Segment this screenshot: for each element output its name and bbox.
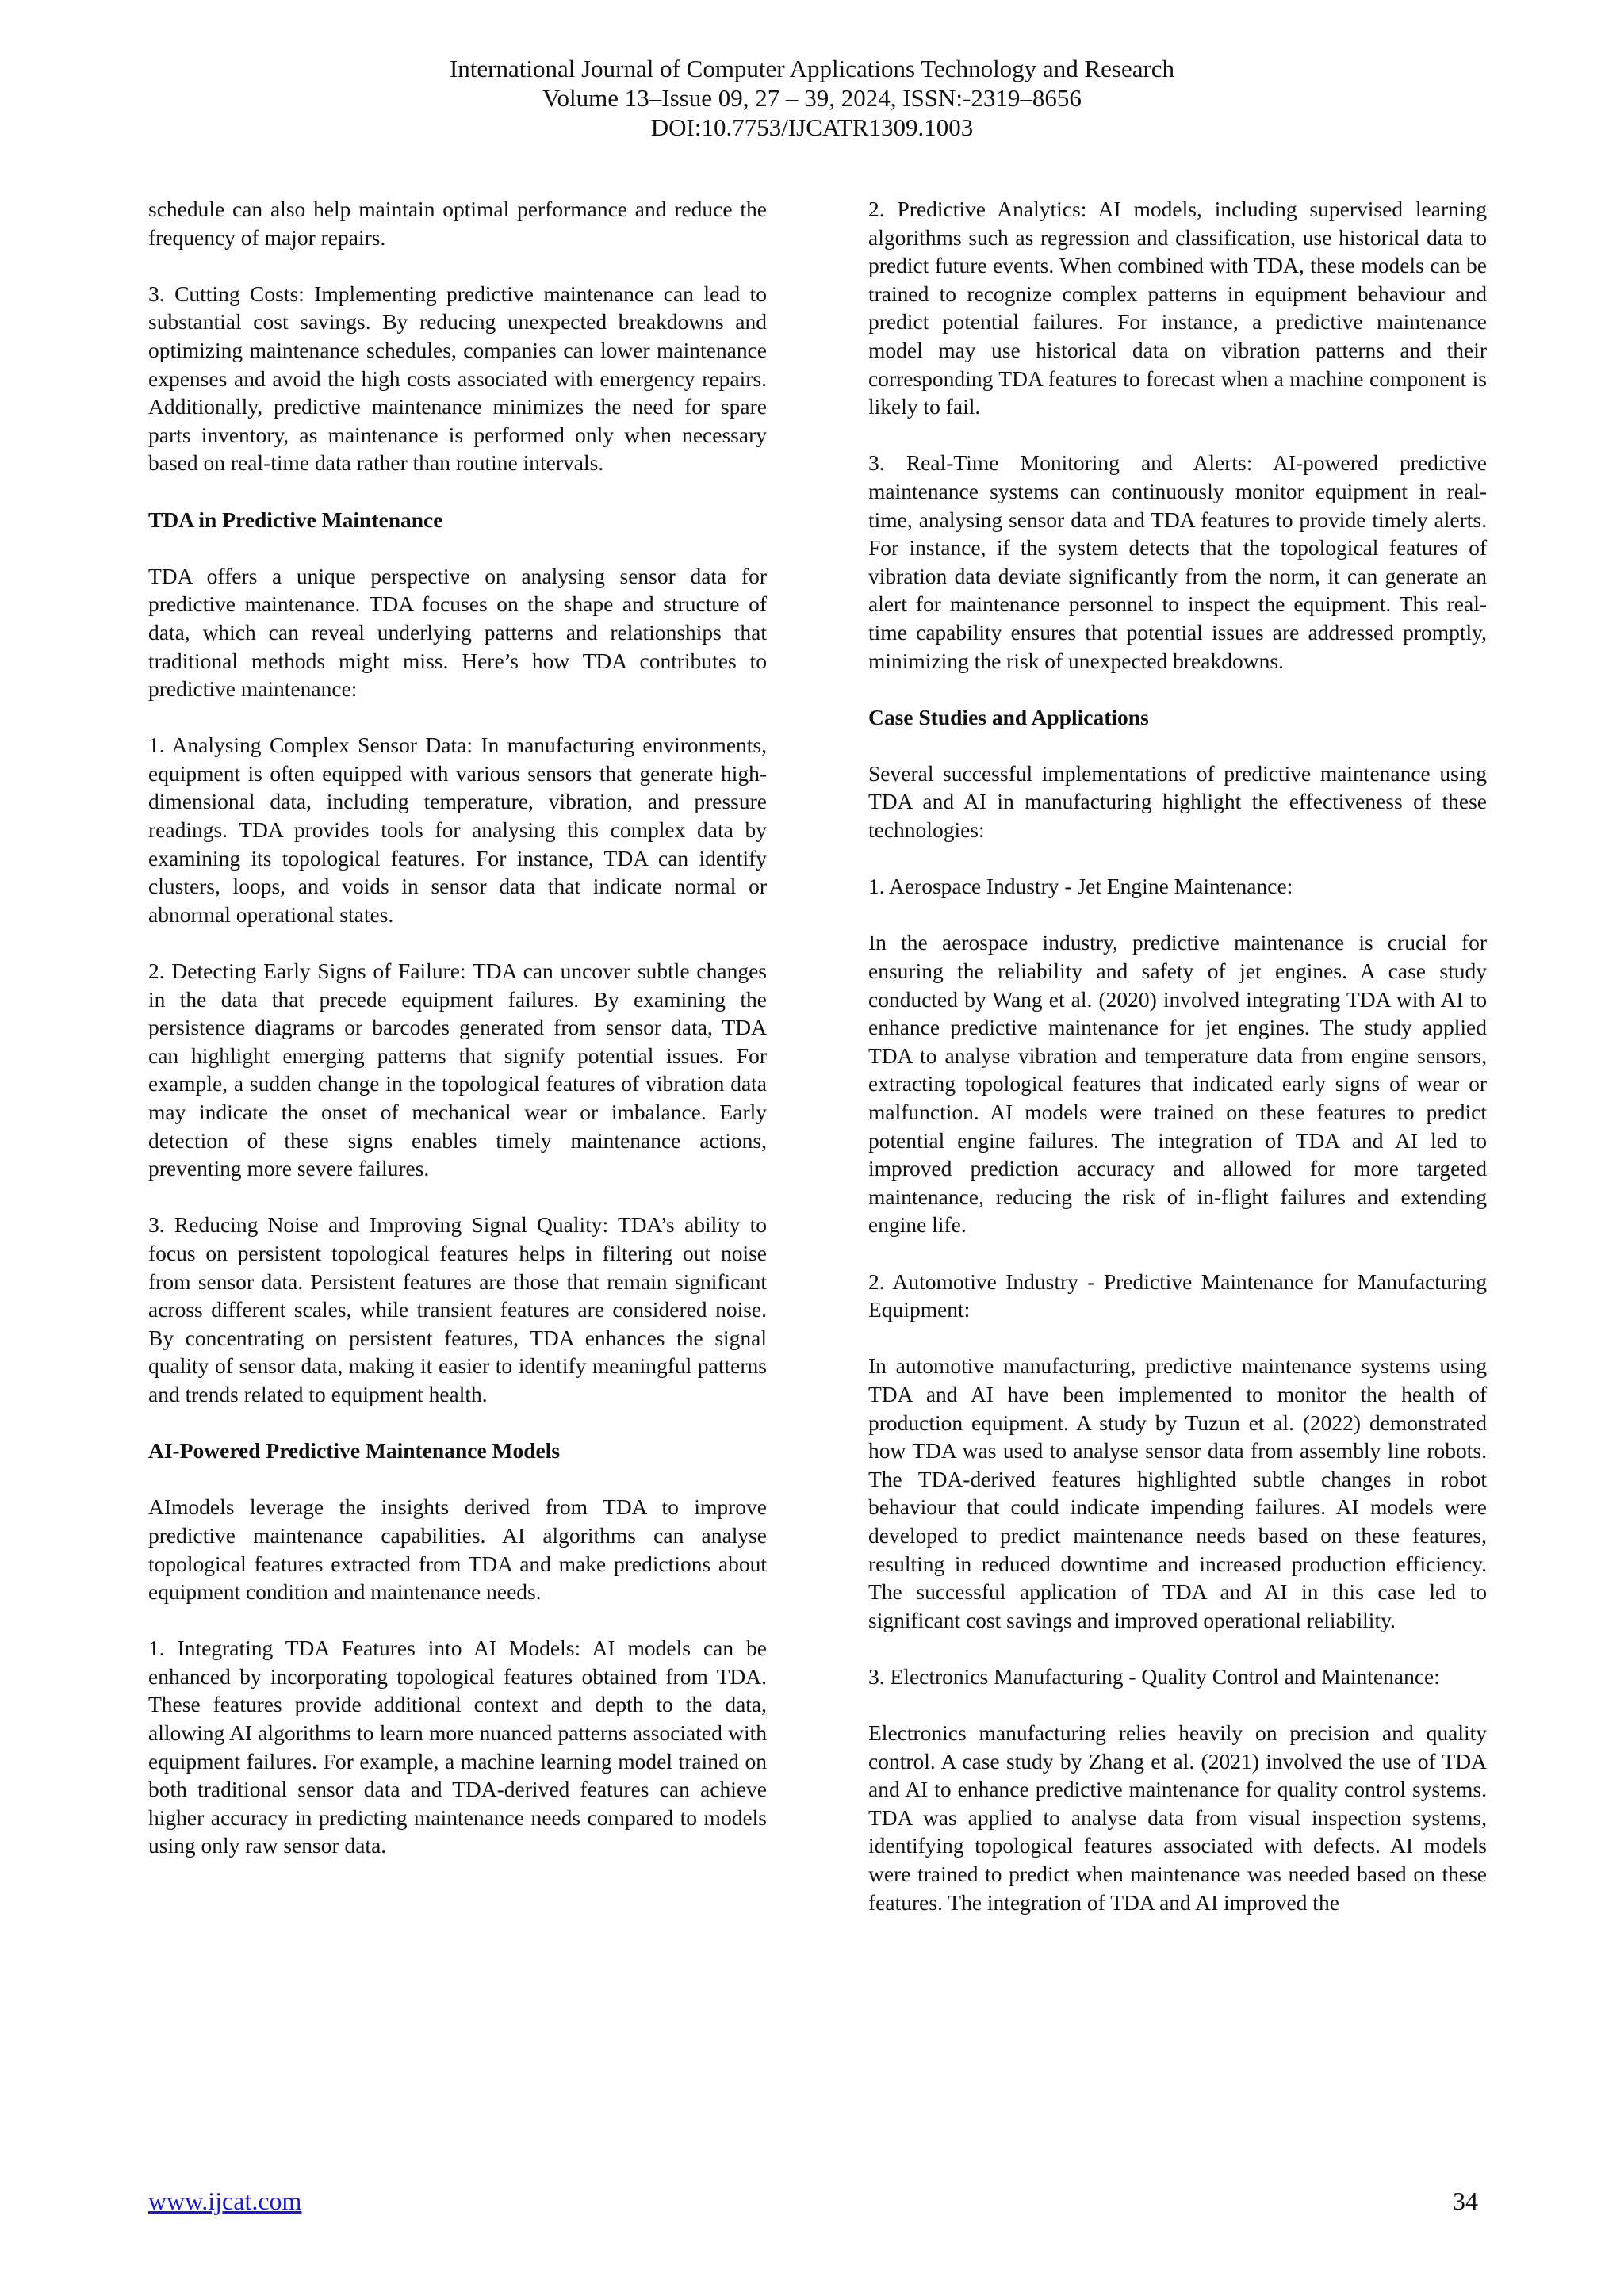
paragraph: AImodels leverage the insights derived from TDA to improve predictive maintenance capabilities. AI algorithms can analyse topological features extracted from TDA and make predictions about equipment condition and maintenance needs. bbox=[148, 1494, 767, 1605]
paragraph: 2. Predictive Analytics: AI models, including supervised learning algorithms such as regression and classification, use historical data to predict future events. When combined with TDA, these models can be trained to recognize complex patterns in equipment behaviour and predict potential failures. For instance, a predictive maintenance model may use historical data on vibration patterns and their corresponding TDA features to forecast when a machine component is likely to fail. bbox=[868, 197, 1487, 419]
section-heading: AI-Powered Predictive Maintenance Models bbox=[148, 1438, 561, 1464]
journal-title: International Journal of Computer Applications Technology and Research bbox=[449, 55, 1175, 82]
paragraph: 1. Integrating TDA Features into AI Models: AI models can be enhanced by incorporating topological features obtained from TDA. These features provide additional context and depth to the data, allowing AI algorithms to learn more nuanced patterns associated with equipment failures. For example, a machine learning model trained on both traditional sensor data and TDA-derived features can achieve higher accuracy in predicting maintenance needs compared to models using only raw sensor data. bbox=[148, 1636, 767, 1858]
paragraph: Electronics manufacturing relies heavily on precision and quality control. A case study by Zhang et al. (2021) involved the use of TDA and AI to enhance predictive maintenance for quality control systems. TDA was applied to analyse data from visual inspection systems, identifying topological features associated with defects. AI models were trained to predict when maintenance was needed based on these features. The integration of TDA and AI improved the bbox=[868, 1720, 1487, 1915]
paragraph: 2. Detecting Early Signs of Failure: TDA can uncover subtle changes in the data that precede equipment failures. By examining the persistence diagrams or barcodes generated from sensor data, TDA can highlight emerging patterns that signify potential issues. For example, a sudden change in the topological features of vibration data may indicate the onset of mechanical wear or imbalance. Early detection of these signs enables timely maintenance actions, preventing more severe failures. bbox=[148, 959, 767, 1181]
paragraph: In automotive manufacturing, predictive maintenance systems using TDA and AI have been implemented to monitor the health of production equipment. A study by Tuzun et al. (2022) demonstrated how TDA was used to analyse sensor data from assembly line robots. The TDA-derived features highlighted subtle changes in robot behaviour that could indicate impending failures. AI models were developed to predict maintenance needs based on these features, resulting in reduced downtime and increased production efficiency. The successful application of TDA and AI in this case led to significant cost savings and improved operational reliability. bbox=[868, 1353, 1487, 1632]
paragraph: 3. Reducing Noise and Improving Signal Quality: TDA’s ability to focus on persistent topological features helps in filtering out noise from sensor data. Persistent features are those that remain significant across different scales, while transient features are considered noise. By concentrating on persistent features, TDA enhances the signal quality of sensor data, making it easier to identify meaningful patterns and trends related to equipment health. bbox=[148, 1212, 767, 1406]
paragraph: 2. Automotive Industry - Predictive Maintenance for Manufacturing Equipment: bbox=[868, 1269, 1487, 1322]
right-column bbox=[868, 195, 1487, 1945]
page-number: 34 bbox=[1453, 2187, 1478, 2215]
paragraph: TDA offers a unique perspective on analysing sensor data for predictive maintenance. TDA focuses on the shape and structure of data, which can reveal underlying patterns and relationships that traditional methods might miss. Here’s how TDA contributes to predictive maintenance: bbox=[148, 563, 767, 702]
paragraph: Several successful implementations of predictive maintenance using TDA and AI in manufacturing highlight the effectiveness of these technologies: bbox=[868, 760, 1487, 843]
journal-header bbox=[0, 54, 1624, 142]
paragraph: schedule can also help maintain optimal performance and reduce the frequency of major repairs. bbox=[148, 197, 767, 250]
section-heading: TDA in Predictive Maintenance bbox=[148, 507, 443, 532]
paragraph: 3. Real-Time Monitoring and Alerts: AI-powered predictive maintenance systems can continuously monitor equipment in real-time, analysing sensor data and TDA features to provide timely alerts. For instance, if the system detects that the topological features of vibration data deviate significantly from the norm, it can generate an alert for maintenance personnel to inspect the equipment. This real-time capability ensures that potential issues are addressed promptly, minimizing the risk of unexpected breakdowns. bbox=[868, 450, 1487, 673]
paragraph: 1. Aerospace Industry - Jet Engine Maintenance: bbox=[868, 874, 1293, 899]
paragraph: 3. Electronics Manufacturing - Quality Control and Maintenance: bbox=[868, 1663, 1440, 1689]
paragraph: 3. Cutting Costs: Implementing predictive maintenance can lead to substantial cost savings. By reducing unexpected breakdowns and optimizing maintenance schedules, companies can lower maintenance expenses and avoid the high costs associated with emergency repairs. Additionally, predictive maintenance minimizes the need for spare parts inventory, as maintenance is performed only when necessary based on real-time data rather than routine intervals. bbox=[148, 281, 767, 476]
left-column bbox=[148, 195, 767, 1888]
journal-doi: DOI:10.7753/IJCATR1309.1003 bbox=[650, 113, 974, 141]
website-link[interactable]: www.ijcat.com bbox=[148, 2187, 302, 2215]
paragraph: In the aerospace industry, predictive maintenance is crucial for ensuring the reliability and safety of jet engines. A case study conducted by Wang et al. (2020) involved integrating TDA with AI to enhance predictive maintenance for jet engines. The study applied TDA to analyse vibration and temperature data from engine sensors, extracting topological features that indicated early signs of wear or malfunction. AI models were trained on these features to predict potential engine failures. The integration of TDA and AI led to improved prediction accuracy and allowed for more targeted maintenance, reducing the risk of in-flight failures and extending engine life. bbox=[868, 930, 1487, 1238]
journal-volume: Volume 13–Issue 09, 27 – 39, 2024, ISSN:-2319–8656 bbox=[542, 84, 1082, 112]
paragraph: 1. Analysing Complex Sensor Data: In manufacturing environments, equipment is often equipped with various sensors that generate high-dimensional data, including temperature, vibration, and pressure readings. TDA provides tools for analysing this complex data by examining its topological features. For instance, TDA can identify clusters, loops, and voids in sensor data that indicate normal or abnormal operational states. bbox=[148, 733, 767, 927]
section-heading: Case Studies and Applications bbox=[868, 704, 1149, 729]
